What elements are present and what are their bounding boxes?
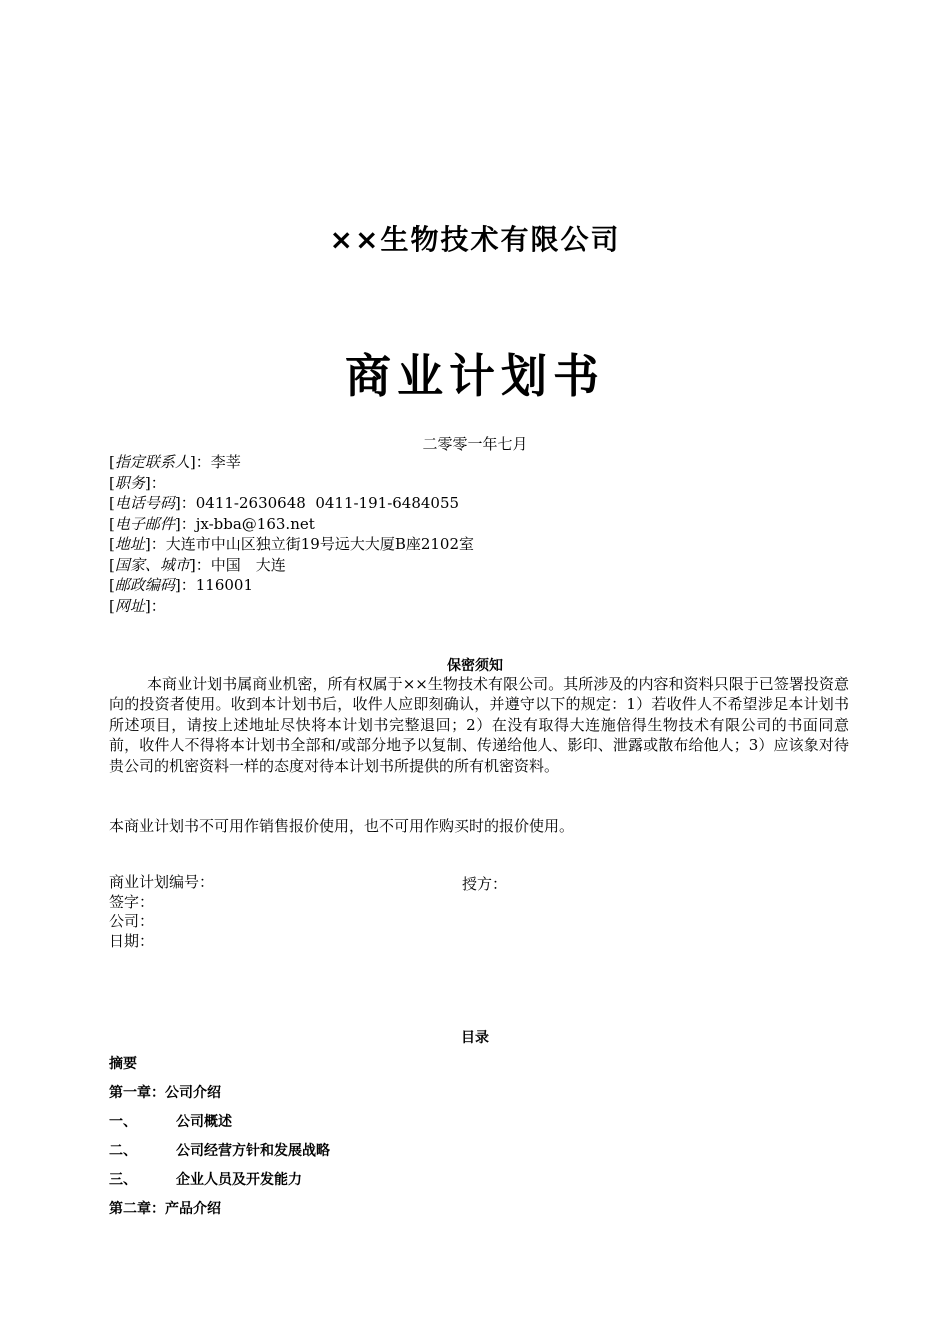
toc-title: 目录 (461, 1030, 489, 1046)
confidentiality-notice-title: 保密须知 (447, 658, 503, 674)
contact-label: 网址 (114, 596, 145, 615)
contact-label: 职务 (114, 473, 145, 492)
company-label: 公司： (109, 912, 155, 930)
toc-item-label: 摘要 (109, 1056, 137, 1072)
toc-item[interactable] (109, 1112, 330, 1141)
toc-item[interactable] (109, 1083, 330, 1112)
contact-value: 116001 (195, 576, 253, 594)
contact-value: 0411-2630648 0411-191-6484055 (195, 494, 460, 512)
contact-value: 中国 大连 (210, 555, 286, 574)
toc-item-label: 第二章：产品介绍 (109, 1201, 221, 1217)
contact-value: 李莘 (210, 453, 241, 471)
table-of-contents (109, 1054, 330, 1228)
signature-label: 签字： (109, 892, 155, 911)
plan-number-label: 商业计划编号： (109, 873, 215, 891)
contact-info (109, 452, 474, 616)
grantee-label: 授方： (462, 875, 508, 893)
toc-item[interactable] (109, 1054, 330, 1083)
toc-item[interactable] (109, 1141, 330, 1170)
toc-item[interactable] (109, 1170, 330, 1199)
document-date: 二零零一年七月 (422, 435, 528, 453)
toc-item-label: 公司经营方针和发展战略 (176, 1143, 330, 1159)
contact-label: 电话号码 (114, 494, 175, 512)
toc-item-label: 公司概述 (176, 1114, 232, 1130)
toc-item[interactable] (109, 1199, 330, 1228)
contact-row-email: [电子邮件]：jx-bba@163.net (109, 514, 315, 533)
document-title: 商业计划书 (345, 349, 605, 403)
contact-row-address: [地址]：大连市中山区独立街19号远大大厦B座2102室 (109, 535, 475, 553)
contact-label: 指定联系人 (114, 453, 190, 471)
contact-row-postcode: [邮政编码]：116001 (109, 576, 253, 594)
contact-row-country-city: [国家、城市]：中国 大连 (109, 555, 286, 574)
contact-row-person: [指定联系人]：李莘 (109, 453, 241, 471)
contact-label: 邮政编码 (114, 576, 175, 594)
contact-row-position: [职务]： (109, 473, 166, 492)
date-label: 日期： (109, 931, 155, 950)
contact-label: 地址 (114, 535, 145, 553)
confidentiality-notice-body: 本商业计划书属商业机密，所有权属于××生物技术有限公司。其所涉及的内容和资料只限于已签署投资意向的投资者使用。收到本计划书后，收件人应即刻确认，并遵守以下的规定：1）若收件人不希望涉足本计划书所述项目，请按上述地址尽快将本计划书完整退回；2）在没有取得大连施倍得生物技术有限公司的书面同意前，收件人不得将本计划书全部和/或部分地予以复制、传递给他人、影印、泄露或散布给他人；3）应该象对待贵公司的机密资料一样的态度对待本计划书所提供的所有机密资料。 (109, 675, 849, 775)
contact-label: 电子邮件 (114, 514, 175, 533)
contact-row-website: [网址]： (109, 596, 166, 615)
contact-value: jx-bba@163.net (195, 514, 315, 533)
contact-label: 国家、城市 (114, 555, 190, 574)
toc-item-number: 三、 (109, 1172, 137, 1188)
toc-item-number: 二、 (109, 1143, 137, 1159)
contact-value: 大连市中山区独立街19号远大大厦B座2102室 (165, 535, 475, 553)
toc-item-label: 企业人员及开发能力 (176, 1172, 302, 1188)
toc-item-number: 一、 (109, 1114, 137, 1130)
pricing-disclaimer: 本商业计划书不可用作销售报价使用，也不可用作购买时的报价使用。 (109, 817, 575, 835)
signature-block (109, 873, 214, 951)
company-name: ××生物技术有限公司 (329, 223, 621, 256)
toc-item-label: 第一章：公司介绍 (109, 1085, 221, 1101)
contact-row-phone: [电话号码]：0411-2630648 0411-191-6484055 (109, 494, 460, 512)
